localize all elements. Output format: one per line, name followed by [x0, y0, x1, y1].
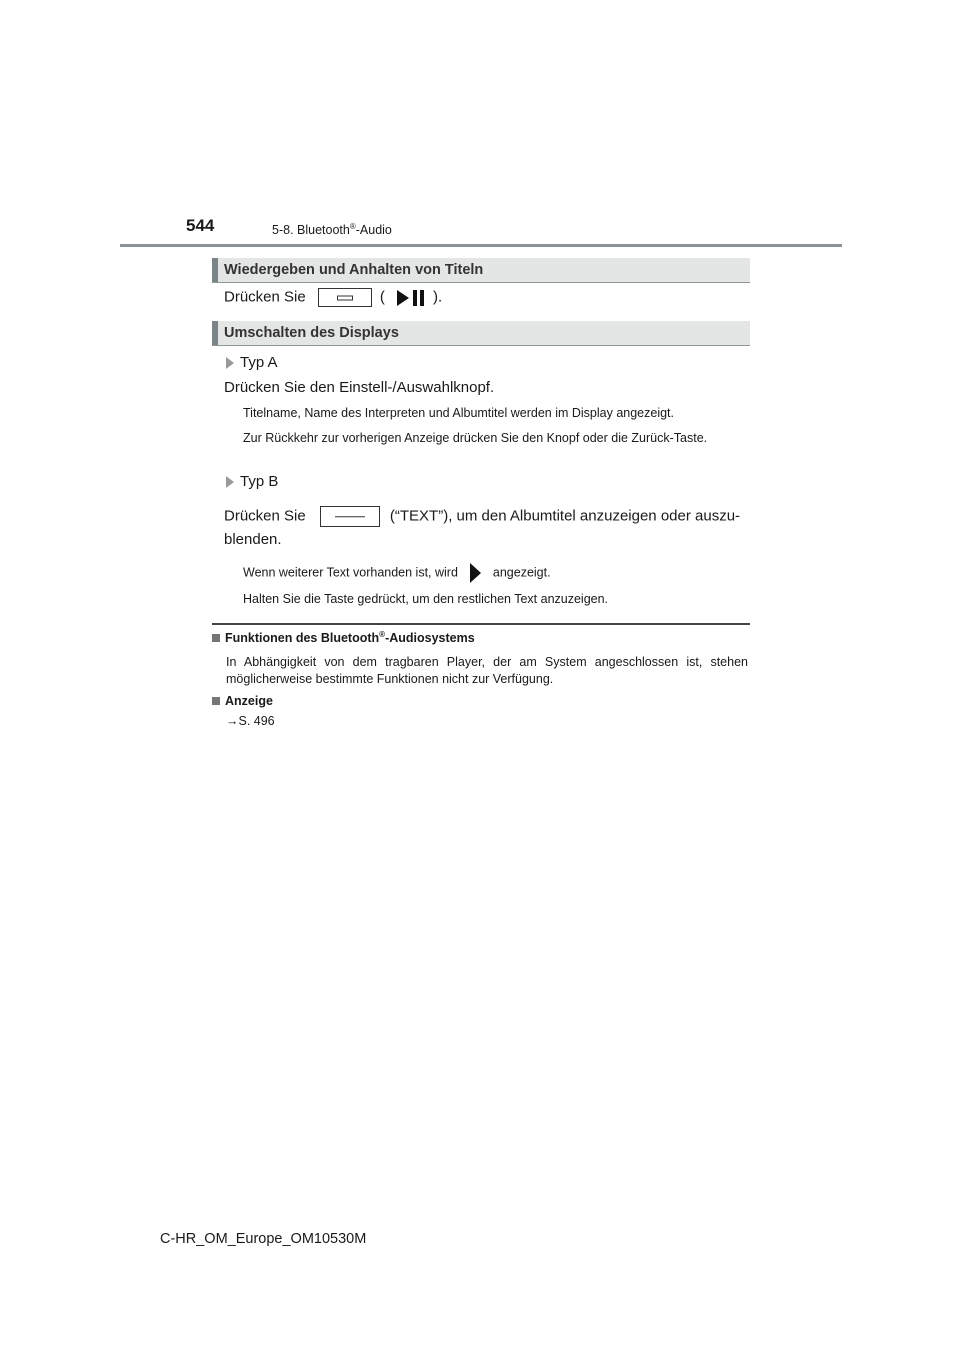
ref-page: S. 496	[238, 714, 275, 728]
type-a-label	[226, 354, 278, 371]
info-item1-title	[212, 630, 475, 645]
heading-accent	[212, 258, 218, 282]
play-instruction	[224, 288, 442, 307]
heading-accent	[212, 321, 218, 345]
section-prefix: 5-8. Bluetooth	[272, 223, 350, 238]
seek-button[interactable]	[318, 288, 372, 307]
header-rule	[120, 244, 842, 247]
text-button[interactable]	[320, 506, 380, 527]
display-heading-bar	[212, 321, 750, 346]
play-heading: Wiedergeben und Anhalten von Titeln	[224, 262, 484, 278]
section-title	[272, 222, 392, 237]
page-number: 544	[186, 216, 215, 235]
item1-title-suffix: -Audiosystems	[385, 631, 475, 646]
section-reg: ®	[349, 222, 356, 231]
type-b-label	[226, 473, 278, 490]
section-suffix: -Audio	[355, 223, 392, 238]
bullet-triangle-icon	[226, 357, 234, 369]
item1-title: Funktionen des Bluetooth	[225, 631, 380, 646]
type-b-instruction-cont: blenden.	[224, 531, 282, 548]
note1-after: angezeigt.	[492, 565, 551, 580]
play-heading-bar	[212, 258, 750, 283]
type-b-text-before: Drücken Sie	[224, 507, 306, 525]
square-bullet-icon	[212, 697, 220, 705]
play-pause-icon	[395, 289, 427, 307]
display-heading: Umschalten des Displays	[224, 325, 399, 341]
seek-button-mark	[337, 295, 353, 300]
note1-before: Wenn weiterer Text vorhanden ist, wird	[243, 565, 458, 580]
more-text-arrow-icon	[467, 562, 483, 584]
item1-reg: ®	[379, 630, 386, 639]
type-b-text-after: (“TEXT”), um den Albumtitel anzuzeigen oder auszu-	[389, 507, 741, 525]
type-a-text: Typ A	[240, 354, 278, 371]
type-a-instruction: Drücken Sie den Einstell-/Auswahlknopf.	[224, 379, 495, 396]
type-b-note2: Halten Sie die Taste gedrückt, um den restlichen Text anzuzeigen.	[243, 592, 609, 606]
footer-code: C-HR_OM_Europe_OM10530M	[160, 1231, 367, 1247]
play-text: Drücken Sie	[224, 288, 306, 306]
paren-close: ).	[433, 288, 443, 306]
type-b-note1	[243, 562, 551, 584]
info-divider	[212, 623, 750, 625]
type-b-instruction	[224, 506, 750, 527]
bullet-triangle-icon	[226, 476, 234, 488]
type-a-note2: Zur Rückkehr zur vorherigen Anzeige drücken Sie den Knopf oder die Zurück-Taste.	[243, 431, 708, 445]
text-button-mark	[335, 516, 365, 518]
type-a-note1: Titelname, Name des Interpreten und Albumtitel werden im Display angezeigt.	[243, 406, 675, 420]
item2-title: Anzeige	[225, 694, 273, 708]
info-item2-ref[interactable]	[226, 714, 275, 728]
paren-open: (	[379, 288, 385, 306]
square-bullet-icon	[212, 634, 220, 642]
ref-arrow-icon: →	[226, 714, 239, 728]
type-b-text: Typ B	[240, 473, 279, 490]
info-item2-title	[212, 694, 273, 708]
info-item1-text: In Abhängigkeit von dem tragbaren Player, der am System angeschlossen ist, stehen möglicherweise bestimmte Funktionen nicht zur Verfügung.	[226, 655, 748, 686]
